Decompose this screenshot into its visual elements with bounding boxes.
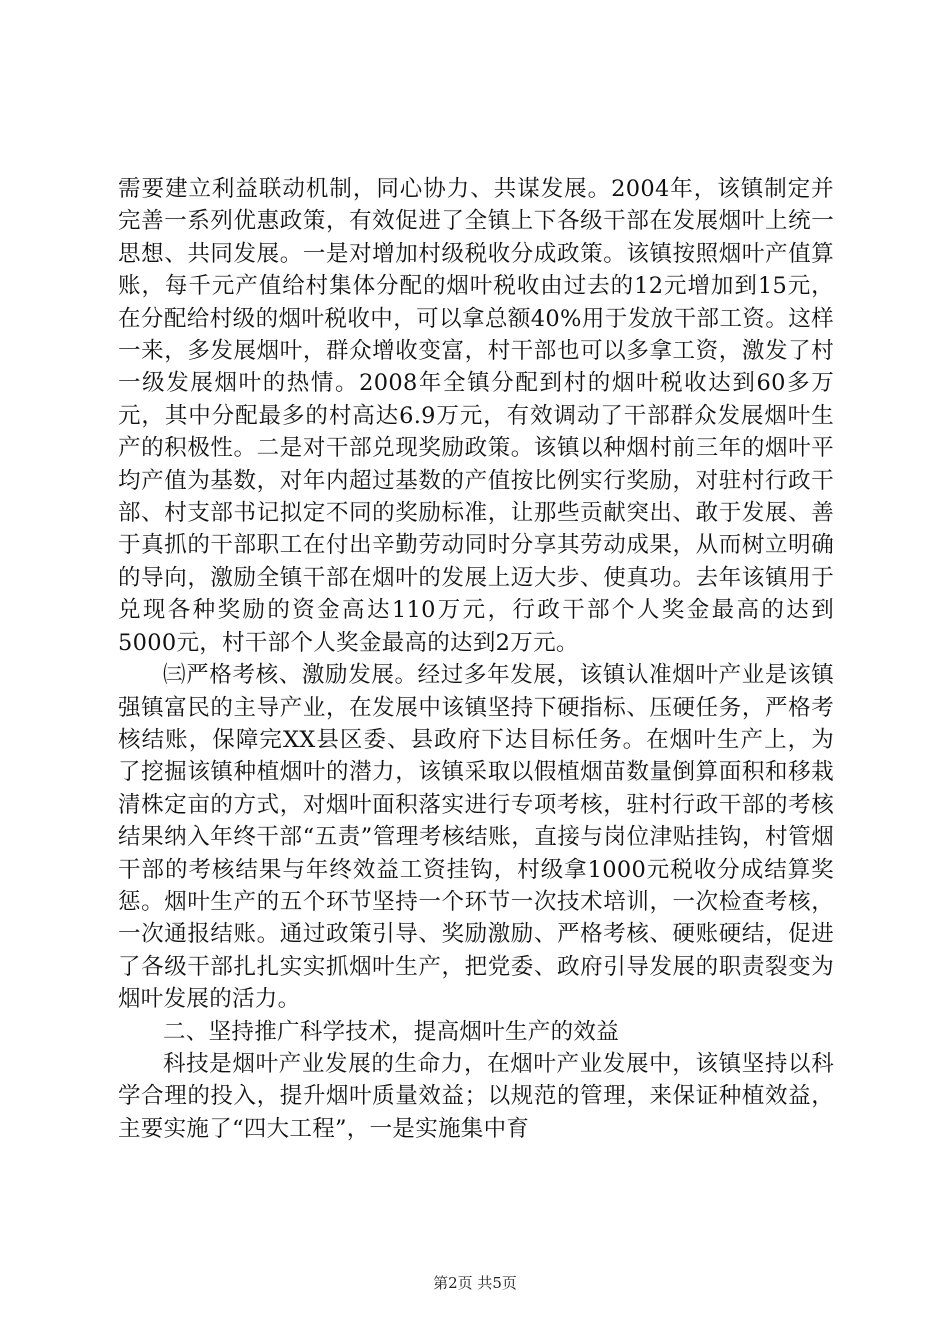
section-heading-science-technology: 二、坚持推广科学技术，提高烟叶生产的效益 [163, 1018, 620, 1045]
page-number-footer: 第2页 共5页 [433, 1274, 517, 1292]
document-body [118, 173, 834, 1145]
paragraph-incentive-policy: 需要建立利益联动机制，同心协力、共谋发展。2004年，该镇制定并完善一系列优惠政策，有效促进了全镇上下各级干部在发展烟叶上统一思想、共同发展。一是对增加村级税收分成政策。该镇按照烟叶产值算账，每千元产值给村集体分配的烟叶税收由过去的12元增加到15元，在分配给村级的烟叶税收中，可以拿总额40%用于发放干部工资。这样一来，多发展烟叶，群众增收变富，村干部也可以多拿工资，激发了村一级发展烟叶的热情。2008年全镇分配到村的烟叶税收达到60多万元，其中分配最多的村高达6.9万元，有效调动了干部群众发展烟叶生产的积极性。二是对干部兑现奖励政策。该镇以种烟村前三年的烟叶平均产值为基数，对年内超过基数的产值按比例实行奖励，对驻村行政干部、村支部书记拟定不同的奖励标准，让那些贡献突出、敢于发展、善于真抓的干部职工在付出辛勤劳动同时分享其劳动成果，从而树立明确的导向，激励全镇干部在烟叶的发展上迈大步、使真功。去年该镇用于兑现各种奖励的资金高达110万元，行政干部个人奖金最高的达到5000元，村干部个人奖金最高的达到2万元。 [118, 176, 834, 656]
paragraph-science-technology: 科技是烟叶产业发展的生命力，在烟叶产业发展中，该镇坚持以科学合理的投入，提升烟叶质量效益；以规范的管理，来保证种植效益，主要实施了“四大工程”，一是实施集中育 [118, 1050, 834, 1142]
paragraph-strict-assessment: ㈢严格考核、激励发展。经过多年发展，该镇认准烟叶产业是该镇强镇富民的主导产业，在发展中该镇坚持下硬指标、压硬任务，严格考核结账，保障完XX县区委、县政府下达目标任务。在烟叶生产上，为了挖掘该镇种植烟叶的潜力，该镇采取以假植烟苗数量倒算面积和移栽清株定亩的方式，对烟叶面积落实进行专项考核，驻村行政干部的考核结果纳入年终干部“五责”管理考核结账，直接与岗位津贴挂钩，村管烟干部的考核结果与年终效益工资挂钩，村级拿1000元税收分成结算奖惩。烟叶生产的五个环节坚持一个环节一次技术培训，一次检查考核，一次通报结账。通过政策引导、奖励激励、严格考核、硬账硬结，促进了各级干部扎扎实实抓烟叶生产，把党委、政府引导发展的职责裂变为烟叶发展的活力。 [118, 662, 834, 1013]
